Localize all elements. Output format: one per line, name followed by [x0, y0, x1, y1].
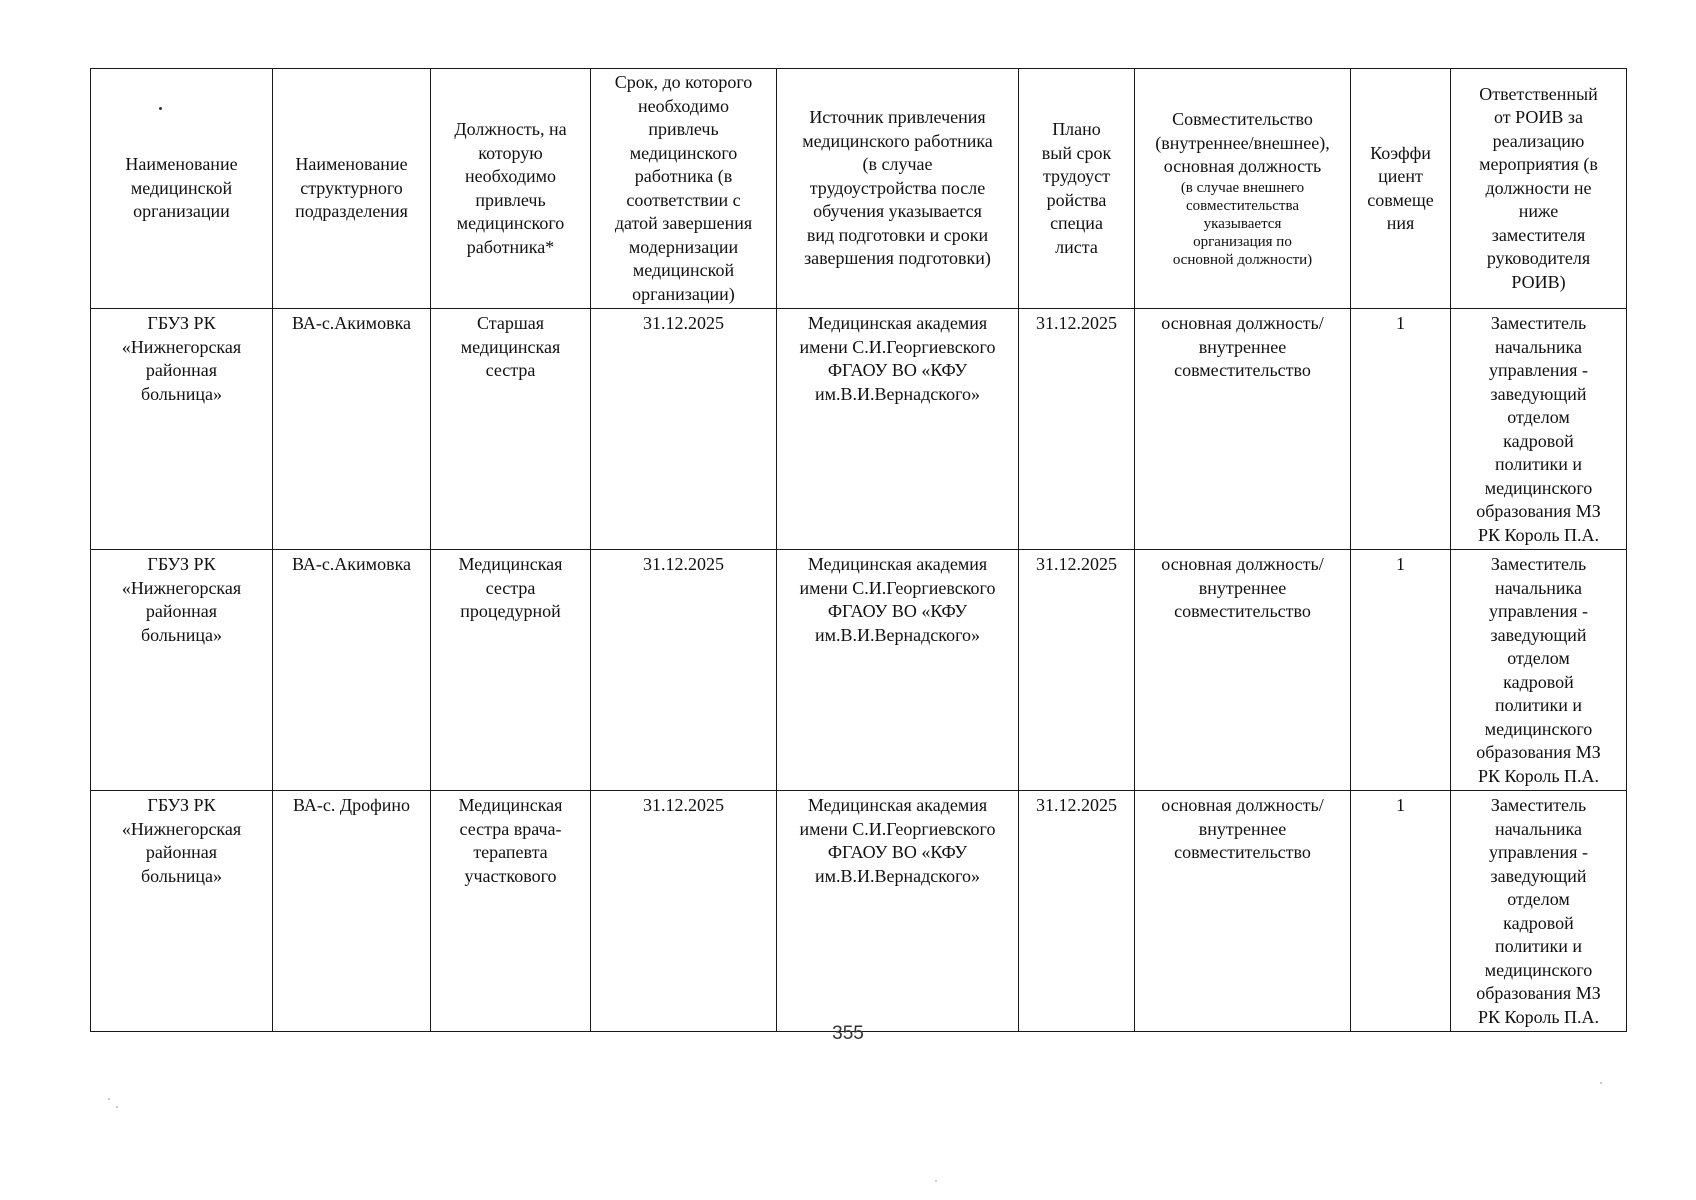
- header-combination-main: Совместительство (внутреннее/внешнее), основная должность: [1155, 109, 1330, 177]
- header-position: Должность, на которую необходимо привлечь медицинского работника*: [431, 69, 591, 309]
- table-row: [91, 550, 1627, 791]
- cell-position: Медицинская сестра врача- терапевта участкового: [431, 791, 591, 1032]
- cell-planned: 31.12.2025: [1019, 309, 1135, 550]
- cell-deadline: 31.12.2025: [591, 791, 777, 1032]
- cell-coef: 1: [1351, 550, 1451, 791]
- scan-speck: [1600, 1082, 1602, 1084]
- cell-source: Медицинская академия имени С.И.Георгиевского ФГАОУ ВО «КФУ им.В.И.Вернадского»: [777, 550, 1019, 791]
- header-coef: Коэффи циент совмеще ния: [1351, 69, 1451, 309]
- header-responsible: Ответственный от РОИВ за реализацию мероприятия (в должности не ниже заместителя руководителя РОИВ): [1451, 69, 1627, 309]
- cell-division: ВА-с. Дрофино: [273, 791, 431, 1032]
- cell-coef: 1: [1351, 309, 1451, 550]
- cell-deadline: 31.12.2025: [591, 550, 777, 791]
- header-org: Наименование медицинской организации: [91, 69, 273, 309]
- cell-planned: 31.12.2025: [1019, 550, 1135, 791]
- page-number: 355: [832, 1023, 864, 1044]
- cell-responsible: Заместитель начальника управления - заведующий отделом кадровой политики и медицинского образования МЗ РК Король П.А.: [1451, 791, 1627, 1032]
- cell-division: ВА-с.Акимовка: [273, 550, 431, 791]
- header-combination-note: (в случае внешнего совместительства указывается организация по основной должности): [1172, 179, 1313, 268]
- cell-org: ГБУЗ РК «Нижнегорская районная больница»: [91, 309, 273, 550]
- cell-org: ГБУЗ РК «Нижнегорская районная больница»: [91, 791, 273, 1032]
- cell-planned: 31.12.2025: [1019, 791, 1135, 1032]
- cell-source: Медицинская академия имени С.И.Георгиевского ФГАОУ ВО «КФУ им.В.И.Вернадского»: [777, 791, 1019, 1032]
- table-row: [91, 791, 1627, 1032]
- header-row: [91, 69, 1627, 309]
- header-combination: [1135, 69, 1351, 309]
- cell-responsible: Заместитель начальника управления - заведующий отделом кадровой политики и медицинского образования МЗ РК Король П.А.: [1451, 309, 1627, 550]
- cell-coef: 1: [1351, 791, 1451, 1032]
- cell-deadline: 31.12.2025: [591, 309, 777, 550]
- header-source: Источник привлечения медицинского работника (в случае трудоустройства после обучения указывается вид подготовки и сроки завершения подготовки): [777, 69, 1019, 309]
- cell-responsible: Заместитель начальника управления - заведующий отделом кадровой политики и медицинского образования МЗ РК Король П.А.: [1451, 550, 1627, 791]
- staffing-table: [90, 68, 1627, 1032]
- cell-source: Медицинская академия имени С.И.Георгиевского ФГАОУ ВО «КФУ им.В.И.Вернадского»: [777, 309, 1019, 550]
- cell-org: ГБУЗ РК «Нижнегорская районная больница»: [91, 550, 273, 791]
- cell-position: Старшая медицинская сестра: [431, 309, 591, 550]
- header-deadline: Срок, до которого необходимо привлечь медицинского работника (в соответствии с датой завершения модернизации медицинской организации): [591, 69, 777, 309]
- header-planned: Плано вый срок трудоуст ройства специа листа: [1019, 69, 1135, 309]
- cell-division: ВА-с.Акимовка: [273, 309, 431, 550]
- table-row: [91, 309, 1627, 550]
- cell-combination: основная должность/ внутреннее совместительство: [1135, 550, 1351, 791]
- cell-combination: основная должность/ внутреннее совместительство: [1135, 791, 1351, 1032]
- header-division: Наименование структурного подразделения: [273, 69, 431, 309]
- scan-speck: [108, 1098, 110, 1100]
- cell-position: Медицинская сестра процедурной: [431, 550, 591, 791]
- scan-speck: [935, 1180, 937, 1182]
- cell-combination: основная должность/ внутреннее совместительство: [1135, 309, 1351, 550]
- scan-speck: [116, 1106, 118, 1108]
